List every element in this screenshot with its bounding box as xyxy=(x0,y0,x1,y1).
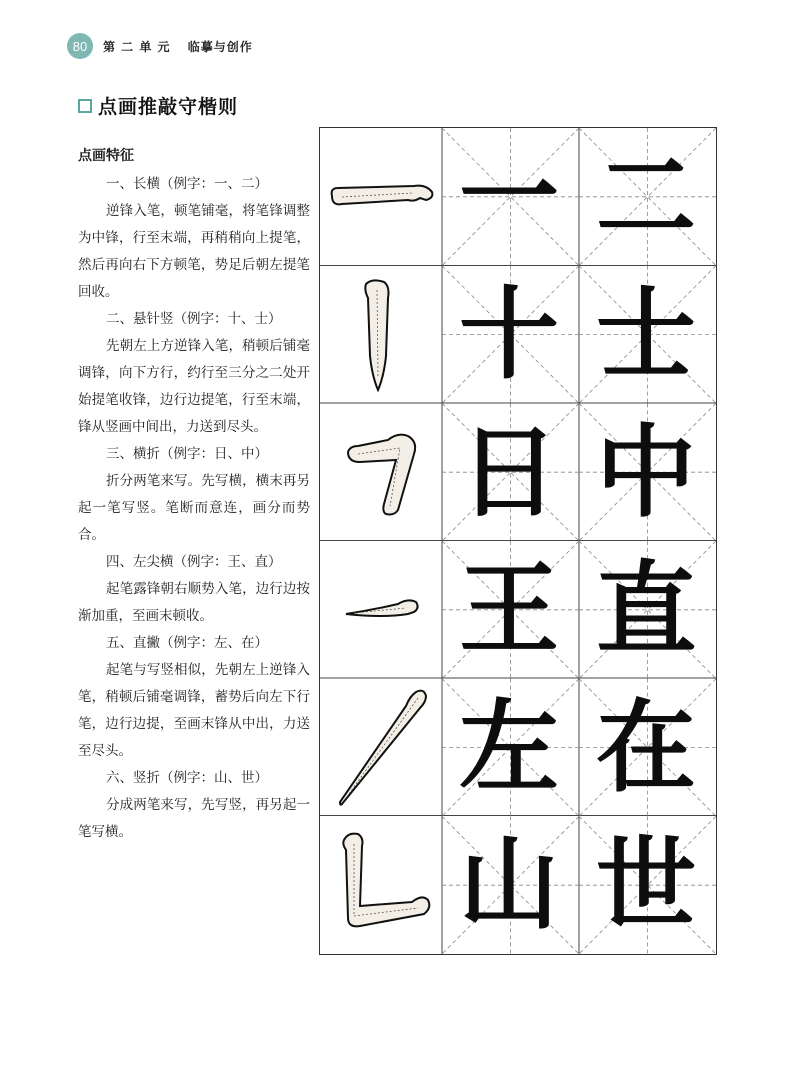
example-char: 王 xyxy=(459,550,559,668)
item-2 xyxy=(78,306,310,441)
example-char: 直 xyxy=(596,550,696,668)
item-body: 分成两笔来写，先写竖，再另起一笔写横。 xyxy=(78,797,310,840)
horizontal-turn-stroke-icon xyxy=(342,428,422,518)
item-heading: 五、直撇（例字：左、在） xyxy=(106,635,268,651)
straight-left-falling-stroke-icon xyxy=(332,686,432,808)
example-char: 日 xyxy=(459,412,559,531)
example-char: 中 xyxy=(596,412,696,531)
unit-title: 临摹与创作 xyxy=(187,39,253,54)
example-char: 世 xyxy=(596,825,696,943)
item-heading: 四、左尖横（例字：王、直） xyxy=(106,554,282,570)
item-1 xyxy=(78,171,310,306)
item-3 xyxy=(78,441,310,549)
item-6 xyxy=(78,765,310,846)
item-body: 折分两笔来写。先写横，横末再另起一笔写竖。笔断而意连，画分而势合。 xyxy=(78,473,310,543)
left-pointed-horizontal-stroke-icon xyxy=(342,588,422,628)
page-header xyxy=(67,33,253,59)
sub-heading: 点画特征 xyxy=(78,148,134,164)
example-char: 在 xyxy=(596,687,696,806)
item-heading: 六、竖折（例字：山、世） xyxy=(106,770,268,786)
item-heading: 二、悬针竖（例字：十、士） xyxy=(106,311,282,327)
example-char: 山 xyxy=(459,825,559,943)
section-title xyxy=(78,92,238,119)
item-heading: 一、长横（例字：一、二） xyxy=(106,176,268,192)
example-char: 一 xyxy=(459,137,559,256)
item-4 xyxy=(78,549,310,630)
vertical-turn-stroke-icon xyxy=(338,830,434,940)
running-head xyxy=(103,38,253,55)
calligraphy-grid xyxy=(319,127,717,955)
unit-label: 第 二 单 元 xyxy=(103,39,171,54)
example-char: 士 xyxy=(596,275,696,393)
example-char: 左 xyxy=(459,687,559,806)
example-char: 二 xyxy=(596,137,696,256)
long-horizontal-stroke-icon xyxy=(328,178,436,218)
hanging-needle-vertical-stroke-icon xyxy=(358,276,398,394)
item-body: 逆锋入笔，顿笔铺毫，将笔锋调整为中锋，行至末端，再稍稍向上提笔，然后再向右下方顿笔，势足后朝左提笔回收。 xyxy=(78,203,310,300)
item-heading: 三、横折（例字：日、中） xyxy=(106,446,268,462)
stroke-description-column xyxy=(78,144,310,846)
example-char: 十 xyxy=(459,275,559,393)
item-body: 起笔与写竖相似，先朝左上逆锋入笔，稍顿后铺毫调锋，蓄势后向左下行笔，边行边提，至画末锋从中出，力送至尽头。 xyxy=(78,662,310,759)
item-5 xyxy=(78,630,310,765)
item-body: 起笔露锋朝右顺势入笔，边行边按渐加重，至画末顿收。 xyxy=(78,581,310,624)
page-number-badge: 80 xyxy=(67,33,93,59)
square-bullet-icon xyxy=(78,99,92,113)
section-title-text: 点画推敲守楷则 xyxy=(98,96,239,118)
item-body: 先朝左上方逆锋入笔，稍顿后铺毫调锋，向下方行，约行至三分之二处开始提笔收锋，边行边提笔，行至末端，锋从竖画中间出，力送到尽头。 xyxy=(78,338,310,435)
